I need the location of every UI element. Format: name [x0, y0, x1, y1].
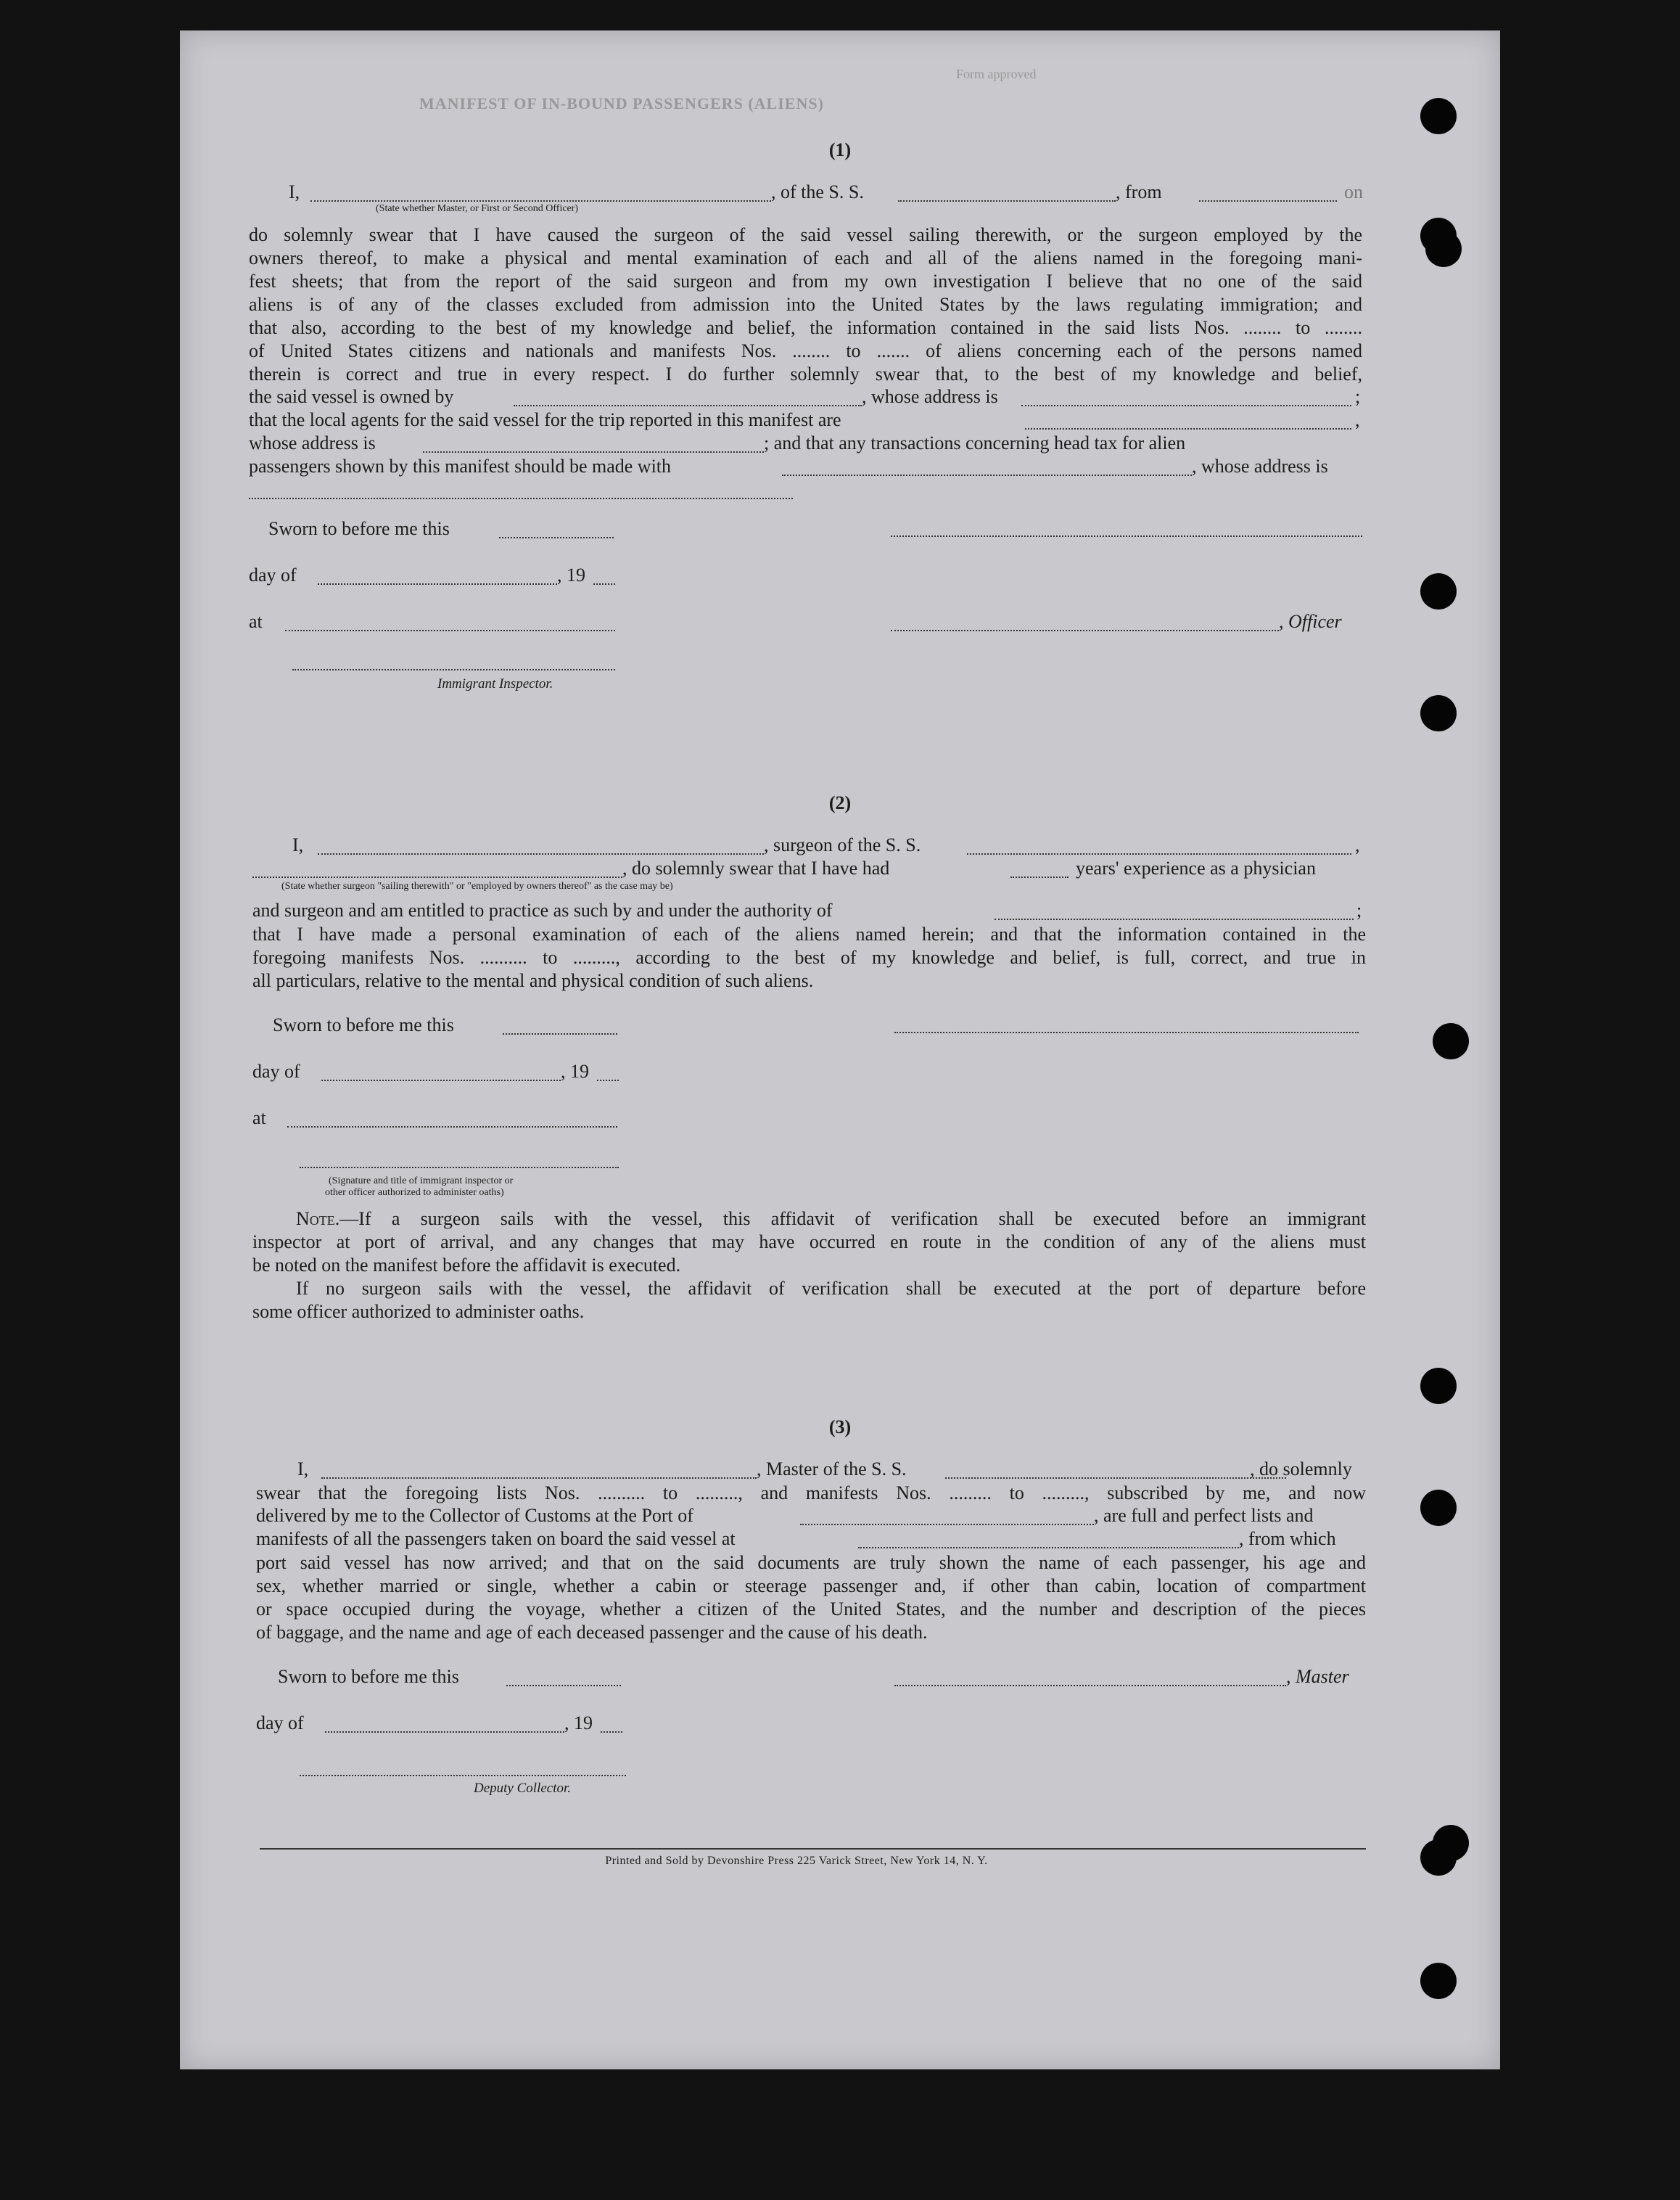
ghost-form-approved: Form approved [956, 67, 1037, 81]
section3-heading: (3) [828, 1416, 852, 1437]
s1-semicolon: ; [1355, 386, 1361, 407]
s1-officer-field[interactable] [891, 615, 1279, 631]
s1-para-line: do solemnly swear that I have caused the surgeon of the said vessel sailing therewith, or the surgeon employed by the [249, 224, 1362, 245]
s2-para-line: that I have made a personal examination of each of the aliens named herein; and that the information contained in the [252, 924, 1366, 945]
s2-inspector-signature-line[interactable] [300, 1167, 619, 1168]
s3-ship-field[interactable] [945, 1463, 1286, 1479]
s2-place-field[interactable] [287, 1112, 617, 1128]
s2-name-field[interactable] [318, 839, 764, 855]
s1-year-field[interactable] [593, 569, 615, 585]
s2-at: at [252, 1107, 266, 1128]
s3-from-which: , from which [1239, 1528, 1336, 1549]
s1-passengers: passengers shown by this manifest should be made with [249, 456, 672, 477]
s1-agents-address-field[interactable] [423, 437, 764, 453]
s1-para-line: owners thereof, to make a physical and mental examination of each and all of the aliens named in the foregoing mani- [249, 247, 1362, 268]
s3-solemnly: , do solemnly [1250, 1458, 1352, 1479]
s1-day-of: day of [249, 565, 297, 586]
s1-para-line: aliens is of any of the classes excluded from admission into the United States by the laws regulating immigration; and [249, 294, 1362, 315]
s3-master-signature-field[interactable] [894, 1670, 1286, 1686]
s2-day-of: day of [252, 1061, 300, 1082]
s1-comma: , [1355, 409, 1360, 430]
s3-collector-signature-line[interactable] [300, 1775, 626, 1776]
s1-name-field[interactable] [310, 186, 771, 202]
s1-head-tax: ; and that any transactions concerning head tax for alien [764, 432, 1186, 453]
binder-hole [1425, 231, 1462, 267]
s1-officer-label: , Officer [1279, 611, 1342, 632]
s1-immigrant-inspector: Immigrant Inspector. [437, 676, 553, 691]
s1-from-field[interactable] [1199, 186, 1337, 202]
s1-local-agents: that the local agents for the said vessel for the trip reported in this manifest are [249, 409, 841, 430]
s1-para-line: fest sheets; that from the report of the said surgeon and from my own investigation I believe that no one of the said [249, 271, 1362, 292]
s1-ship-field[interactable] [898, 186, 1116, 202]
s3-master-of: , Master of the S. S. [757, 1458, 907, 1479]
s1-on: on [1344, 181, 1363, 202]
s3-para-line: sex, whether married or single, whether a cabin or steerage passenger and, if other than cabin, location of compartment [256, 1575, 1366, 1596]
s3-para-line: or space occupied during the voyage, whether a citizen of the United States, and the number and description of the pieces [256, 1598, 1366, 1620]
s1-at: at [249, 611, 263, 632]
section1-heading: (1) [828, 139, 852, 160]
s2-nineteen: , 19 [561, 1061, 589, 1082]
s3-month-field[interactable] [325, 1717, 564, 1733]
s1-sworn: Sworn to before me this [268, 518, 450, 539]
s3-sworn: Sworn to before me this [278, 1666, 459, 1687]
s1-para-line: of United States citizens and nationals and manifests Nos. ........ to ....... of aliens concerning each of the persons named [249, 340, 1362, 361]
s3-para-line: swear that the foregoing lists Nos. .......... to ........., and manifests Nos. ......... to ........., subscribed by me, and now [256, 1482, 1366, 1503]
s1-nineteen: , 19 [557, 565, 585, 586]
s3-boarding-field[interactable] [858, 1532, 1239, 1548]
s1-owner-field[interactable] [514, 390, 862, 406]
s2-solemnly-swear: , do solemnly swear that I have had [622, 858, 890, 879]
s3-full-perfect: , are full and perfect lists and [1094, 1505, 1314, 1526]
s3-year-field[interactable] [601, 1717, 622, 1733]
document-page [180, 30, 1500, 2069]
s1-sworn-date-field[interactable] [499, 522, 614, 538]
s2-authority-field[interactable] [995, 904, 1354, 920]
s2-note-label: Note. [296, 1208, 340, 1229]
s1-note: (State whether Master, or First or Second Officer) [376, 203, 579, 214]
s1-whose-address: , whose address is [862, 386, 998, 407]
s2-month-field[interactable] [321, 1065, 561, 1081]
s2-para-line: all particulars, relative to the mental and physical condition of such aliens. [252, 970, 814, 991]
s1-i: I, [289, 181, 300, 202]
s2-surgeon-type-field[interactable] [252, 862, 622, 878]
s2-surgeon-of: , surgeon of the S. S. [764, 834, 921, 855]
s3-manifests: manifests of all the passengers taken on board the said vessel at [256, 1528, 736, 1549]
s2-note-line [252, 1207, 1366, 1231]
s1-owned-by: the said vessel is owned by [249, 386, 454, 407]
s3-deputy-collector: Deputy Collector. [474, 1781, 572, 1796]
s2-years-field[interactable] [1010, 862, 1068, 878]
s1-whose-address-2: whose address is [249, 432, 376, 453]
s2-sworn: Sworn to before me this [273, 1014, 454, 1035]
s2-years-experience: years' experience as a physician [1076, 858, 1316, 879]
binder-hole [1420, 695, 1457, 731]
s3-para-line: of baggage, and the name and age of each deceased passenger and the cause of his death. [256, 1622, 928, 1643]
binder-hole [1420, 573, 1457, 609]
binder-hole [1420, 1490, 1457, 1526]
s1-para-line: that also, according to the best of my knowledge and belief, the information contained in the said lists Nos. ........ to ........ [249, 317, 1362, 338]
s2-ship-field[interactable] [967, 839, 1351, 855]
s3-i: I, [297, 1458, 309, 1479]
section2-heading: (2) [828, 792, 852, 813]
s2-note-line: inspector at port of arrival, and any changes that may have occurred en route in the condition of any of the aliens must [252, 1231, 1366, 1252]
s3-master-label: , Master [1286, 1666, 1349, 1687]
s1-officer-signature-line[interactable] [891, 535, 1362, 537]
s2-sworn-date-field[interactable] [503, 1019, 617, 1035]
s1-from: , from [1116, 181, 1162, 202]
s3-delivered: delivered by me to the Collector of Customs at the Port of [256, 1505, 693, 1526]
s2-caption-1: (Signature and title of immigrant inspector or [329, 1175, 514, 1186]
s1-final-address-field[interactable] [249, 483, 793, 499]
s2-note-line: If no surgeon sails with the vessel, the affidavit of verification shall be executed at the port of departure before [296, 1278, 1366, 1299]
footer-rule [260, 1848, 1366, 1850]
binder-hole [1433, 1023, 1469, 1059]
s2-i: I, [292, 834, 304, 855]
s3-name-field[interactable] [321, 1463, 757, 1479]
binder-hole [1420, 1963, 1457, 1999]
s2-comma: , [1355, 834, 1360, 855]
s2-caption-2: other officer authorized to administer oaths) [325, 1187, 504, 1198]
s1-inspector-signature-line[interactable] [292, 669, 615, 670]
s2-note-text: —If a surgeon sails with the vessel, this affidavit of verification shall be executed before an immigrant [339, 1208, 1366, 1229]
s3-port-field[interactable] [800, 1509, 1094, 1525]
ghost-manifest-title: MANIFEST OF IN-BOUND PASSENGERS (ALIENS) [419, 94, 824, 112]
s2-year-field[interactable] [597, 1065, 619, 1081]
s2-para-line: foregoing manifests Nos. .......... to ........., according to the best of my knowledge and belief, is full, correct, and true in [252, 947, 1366, 968]
s1-month-field[interactable] [318, 569, 557, 585]
s2-semicolon: ; [1356, 900, 1362, 921]
s3-day-of: day of [256, 1712, 304, 1733]
s3-para-line: port said vessel has now arrived; and that on the said documents are truly shown the name of each passenger, his age and [256, 1552, 1366, 1573]
s3-nineteen: , 19 [564, 1712, 593, 1733]
binder-hole [1420, 1839, 1457, 1876]
binder-hole [1420, 1368, 1457, 1404]
s2-surgeon-signature-line[interactable] [894, 1032, 1359, 1033]
s1-of-ss: , of the S. S. [771, 181, 864, 202]
s3-sworn-date-field[interactable] [506, 1670, 621, 1686]
s1-whose-address-is: , whose address is [1192, 456, 1328, 477]
s1-transactions-field[interactable] [782, 460, 1192, 476]
s1-place-field[interactable] [285, 615, 615, 631]
binder-hole [1420, 98, 1457, 134]
footer-imprint: Printed and Sold by Devonshire Press 225 Varick Street, New York 14, N. Y. [605, 1855, 988, 1867]
s2-note-line: some officer authorized to administer oaths. [252, 1301, 585, 1322]
s1-agents-field[interactable] [1025, 414, 1351, 430]
s2-note-line: be noted on the manifest before the affidavit is executed. [252, 1255, 681, 1276]
s1-para-line: therein is correct and true in every respect. I do further solemnly swear that, to the best of my knowledge and belief, [249, 364, 1362, 385]
s2-note: (State whether surgeon "sailing therewith" or "employed by owners thereof" as the case may be) [281, 881, 673, 892]
s2-authority: and surgeon and am entitled to practice as such by and under the authority of [252, 900, 833, 921]
s1-owner-address-field[interactable] [1021, 390, 1351, 406]
